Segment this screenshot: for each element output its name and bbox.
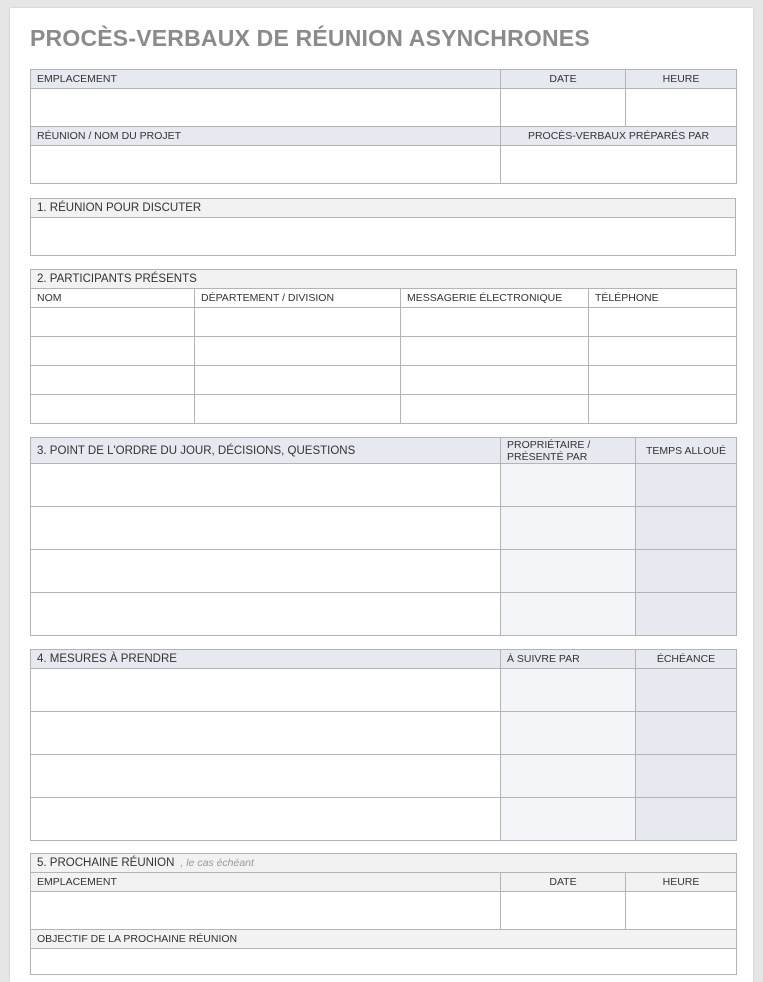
table-row (31, 712, 737, 755)
meeting-info-table (30, 69, 737, 184)
followup-field[interactable] (501, 712, 636, 755)
section-5-table (30, 853, 737, 975)
due-date-field[interactable] (636, 669, 737, 712)
col-email: MESSAGERIE ÉLECTRONIQUE (401, 289, 589, 308)
document-page (10, 8, 753, 982)
followup-label: À SUIVRE PAR (501, 650, 636, 669)
action-item-field[interactable] (31, 712, 501, 755)
owner-label: PROPRIÉTAIRE / PRÉSENTÉ PAR (501, 438, 636, 464)
next-location-field[interactable] (31, 892, 501, 930)
section-2-table (30, 269, 737, 424)
date-field[interactable] (501, 89, 626, 127)
next-objective-field[interactable] (31, 949, 737, 975)
table-row (31, 507, 737, 550)
prepared-by-field[interactable] (501, 146, 737, 184)
table-row (31, 798, 737, 841)
followup-field[interactable] (501, 669, 636, 712)
owner-field[interactable] (501, 507, 636, 550)
table-row (31, 395, 737, 424)
followup-field[interactable] (501, 755, 636, 798)
table-row (31, 366, 737, 395)
participant-department-field[interactable] (195, 366, 401, 395)
table-row (31, 550, 737, 593)
section-5-note: , le cas échéant (180, 857, 254, 869)
section-4-title: 4. MESURES À PRENDRE (31, 650, 501, 669)
location-label: EMPLACEMENT (31, 70, 501, 89)
next-time-field[interactable] (626, 892, 737, 930)
participant-department-field[interactable] (195, 395, 401, 424)
discussion-field[interactable] (31, 218, 736, 256)
section-1-table (30, 198, 736, 256)
section-3-table (30, 437, 737, 636)
prepared-by-label: PROCÈS-VERBAUX PRÉPARÉS PAR (501, 127, 737, 146)
followup-field[interactable] (501, 798, 636, 841)
table-row (31, 669, 737, 712)
participant-phone-field[interactable] (589, 395, 737, 424)
table-row (31, 337, 737, 366)
participant-email-field[interactable] (401, 395, 589, 424)
agenda-item-field[interactable] (31, 507, 501, 550)
participant-email-field[interactable] (401, 308, 589, 337)
owner-field[interactable] (501, 550, 636, 593)
col-phone: TÉLÉPHONE (589, 289, 737, 308)
next-date-label: DATE (501, 873, 626, 892)
time-allotted-label: TEMPS ALLOUÉ (636, 438, 737, 464)
next-date-field[interactable] (501, 892, 626, 930)
owner-field[interactable] (501, 593, 636, 636)
next-time-label: HEURE (626, 873, 737, 892)
meeting-project-label: RÉUNION / NOM DU PROJET (31, 127, 501, 146)
participant-phone-field[interactable] (589, 308, 737, 337)
section-4-table (30, 649, 737, 841)
next-location-label: EMPLACEMENT (31, 873, 501, 892)
next-objective-label: OBJECTIF DE LA PROCHAINE RÉUNION (31, 930, 737, 949)
due-date-label: ÉCHÉANCE (636, 650, 737, 669)
participant-name-field[interactable] (31, 308, 195, 337)
agenda-item-field[interactable] (31, 593, 501, 636)
due-date-field[interactable] (636, 712, 737, 755)
time-allotted-field[interactable] (636, 550, 737, 593)
action-item-field[interactable] (31, 755, 501, 798)
time-field[interactable] (626, 89, 737, 127)
agenda-item-field[interactable] (31, 464, 501, 507)
action-item-field[interactable] (31, 669, 501, 712)
table-row (31, 755, 737, 798)
time-allotted-field[interactable] (636, 507, 737, 550)
section-5-title: 5. PROCHAINE RÉUNION (37, 857, 175, 869)
table-row (31, 464, 737, 507)
location-field[interactable] (31, 89, 501, 127)
participant-name-field[interactable] (31, 395, 195, 424)
section-3-title: 3. POINT DE L'ORDRE DU JOUR, DÉCISIONS, QUESTIONS (31, 438, 501, 464)
time-allotted-field[interactable] (636, 593, 737, 636)
section-1-title: 1. RÉUNION POUR DISCUTER (31, 199, 736, 218)
participant-email-field[interactable] (401, 366, 589, 395)
time-allotted-field[interactable] (636, 464, 737, 507)
participant-department-field[interactable] (195, 308, 401, 337)
table-row (31, 593, 737, 636)
date-label: DATE (501, 70, 626, 89)
action-item-field[interactable] (31, 798, 501, 841)
section-5-header (31, 854, 737, 873)
participant-department-field[interactable] (195, 337, 401, 366)
owner-field[interactable] (501, 464, 636, 507)
participant-phone-field[interactable] (589, 366, 737, 395)
meeting-project-field[interactable] (31, 146, 501, 184)
table-row (31, 308, 737, 337)
col-department: DÉPARTEMENT / DIVISION (195, 289, 401, 308)
time-label: HEURE (626, 70, 737, 89)
due-date-field[interactable] (636, 755, 737, 798)
due-date-field[interactable] (636, 798, 737, 841)
agenda-item-field[interactable] (31, 550, 501, 593)
section-2-title: 2. PARTICIPANTS PRÉSENTS (31, 270, 737, 289)
page-title: PROCÈS-VERBAUX DE RÉUNION ASYNCHRONES (30, 25, 590, 51)
participant-phone-field[interactable] (589, 337, 737, 366)
col-name: NOM (31, 289, 195, 308)
participant-email-field[interactable] (401, 337, 589, 366)
participant-name-field[interactable] (31, 366, 195, 395)
participant-name-field[interactable] (31, 337, 195, 366)
